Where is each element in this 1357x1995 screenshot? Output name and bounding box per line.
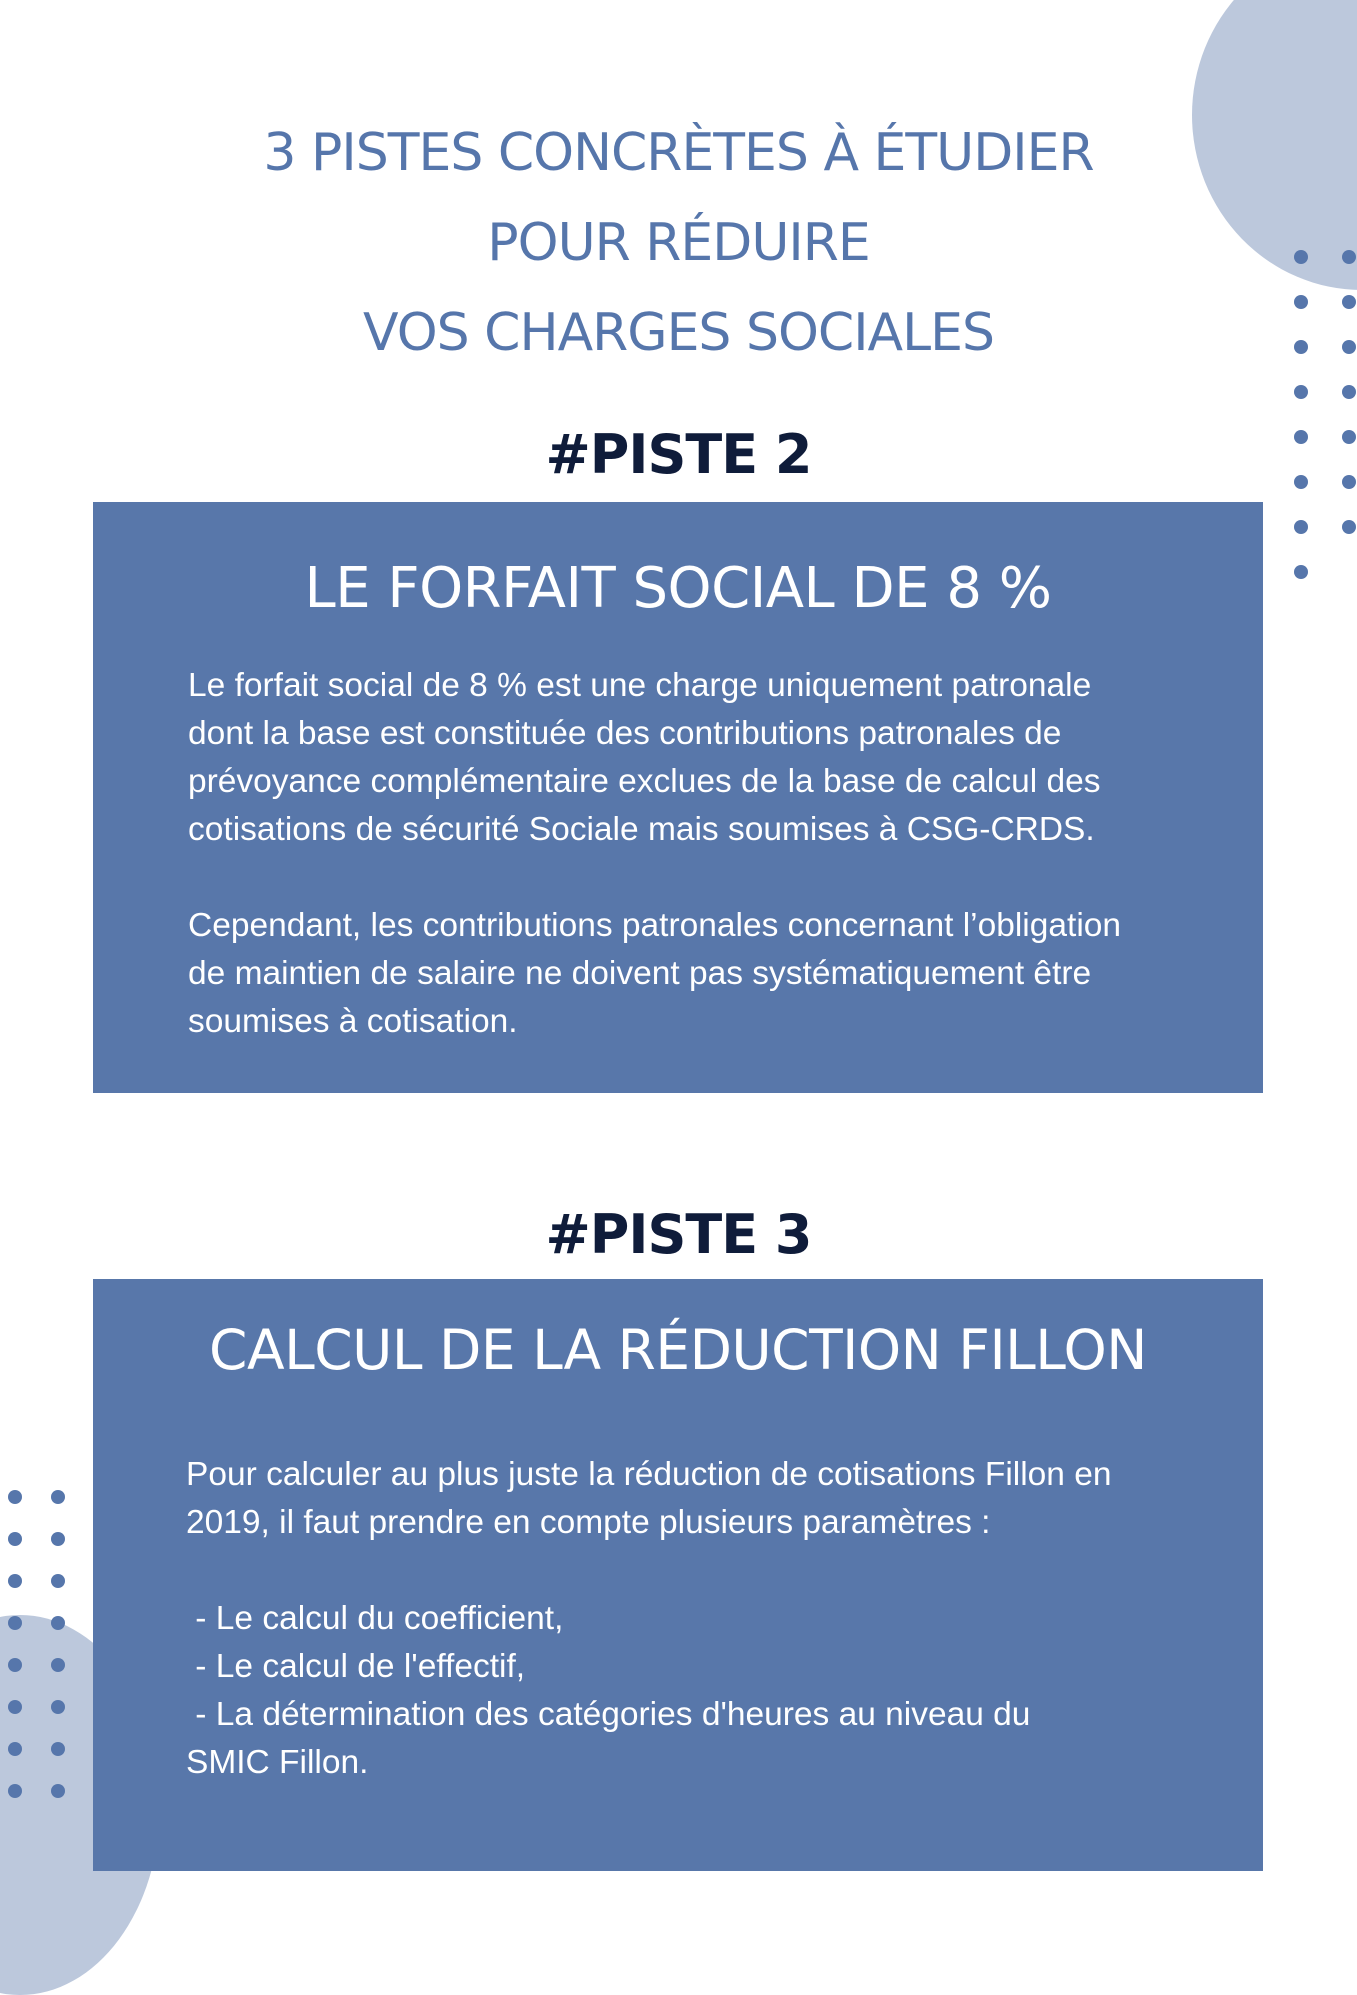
piste-2-card [93,502,1263,1093]
piste-3-heading: CALCUL DE LA RÉDUCTION FILLON [209,1318,1147,1382]
piste-3-card [93,1279,1263,1871]
decorative-dot-grid-bottom [8,1490,65,1798]
piste-2-text-line: cotisations de sécurité Sociale mais soumises à CSG-CRDS. [188,811,1095,848]
piste-3-list-item: SMIC Fillon. [186,1744,369,1781]
piste-3-list-item: - La détermination des catégories d'heures au niveau du [186,1696,1031,1733]
piste-3-list-item: - Le calcul du coefficient, [186,1600,564,1637]
piste-2-label: #PISTE 2 [545,423,812,486]
piste-2-text-line: de maintien de salaire ne doivent pas systématiquement être [188,955,1092,992]
piste-3-list-item: - Le calcul de l'effectif, [186,1648,526,1685]
piste-2-text-line: dont la base est constituée des contributions patronales de [188,715,1062,752]
paragraph-spacer [188,854,1238,902]
piste-3-text-line: 2019, il faut prendre en compte plusieurs paramètres : [186,1504,991,1541]
page-title-line-3: VOS CHARGES SOCIALES [363,303,994,363]
piste-2-text-line: Le forfait social de 8 % est une charge uniquement patronale [188,667,1092,704]
piste-3-label: #PISTE 3 [545,1203,812,1266]
page-title-line-1: 3 PISTES CONCRÈTES À ÉTUDIER [263,123,1094,183]
paragraph-spacer [186,1547,1236,1595]
piste-2-text-line: soumises à cotisation. [188,1003,518,1040]
page-title [0,108,1357,378]
piste-2-text-line: Cependant, les contributions patronales concernant l’obligation [188,907,1122,944]
piste-2-body [188,662,1238,1046]
piste-3-body [186,1451,1236,1787]
piste-2-text-line: prévoyance complémentaire exclues de la base de calcul des [188,763,1101,800]
piste-2-heading: LE FORFAIT SOCIAL DE 8 % [304,556,1052,621]
piste-3-text-line: Pour calculer au plus juste la réduction de cotisations Fillon en [186,1456,1112,1493]
page-title-line-2: POUR RÉDUIRE [487,213,870,273]
